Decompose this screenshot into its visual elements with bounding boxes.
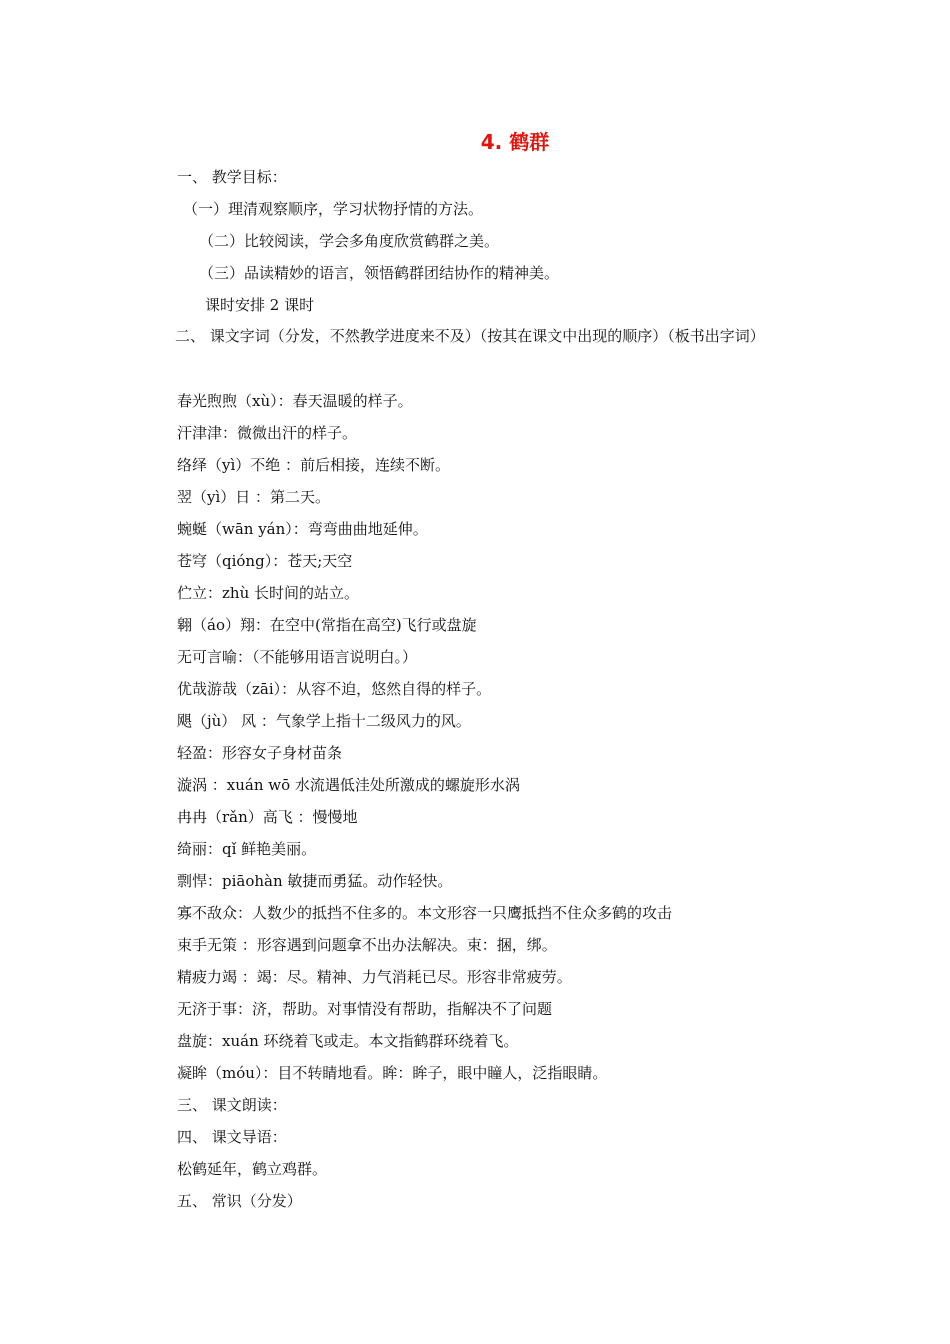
vocab-item: 汗津津：微微出汗的样子。 [177, 424, 358, 442]
vocab-item: 冉冉（rǎn）高飞 ：慢慢地 [177, 808, 358, 826]
vocab-item: 无可言喻：（不能够用语言说明白。） [177, 648, 418, 666]
vocab-item: 春光煦煦（xù）：春天温暖的样子。 [177, 392, 413, 410]
objective-3: （三）品读精妙的语言，领悟鹤群团结协作的精神美。 [199, 264, 560, 282]
vocab-item: 剽悍：piāohàn 敏捷而勇猛。动作轻快。 [177, 872, 453, 890]
vocab-item: 漩涡 ：xuán wō 水流遇低洼处所激成的螺旋形水涡 [177, 776, 520, 794]
lesson-title: 4. 鹤群 [480, 130, 550, 154]
vocab-item: 络绎（yì）不绝 ：前后相接，连续不断。 [177, 456, 451, 474]
objective-2: （二）比较阅读，学会多角度欣赏鹤群之美。 [199, 232, 500, 250]
class-schedule: 课时安排 2 课时 [205, 296, 315, 314]
vocab-item: 翌（yì）日 ：第二天。 [177, 488, 331, 506]
objective-1: （一）理清观察顺序，学习状物抒情的方法。 [183, 200, 484, 218]
vocab-item: 伫立：zhù 长时间的站立。 [177, 584, 359, 602]
section-5-heading: 五、 常识（分发） [177, 1192, 302, 1210]
section-2-heading-text: 二、 课文字词（分发，不然教学进度来不及）（按其在课文中出现的顺序）（板书出字词） [175, 327, 765, 345]
section-2-heading [145, 320, 810, 352]
vocab-item: 蜿蜒（wān yán）：弯弯曲曲地延伸。 [177, 520, 428, 538]
section-3-heading: 三、 课文朗读： [177, 1096, 287, 1114]
section-4-text: 松鹤延年，鹤立鸡群。 [177, 1160, 328, 1178]
vocab-item: 精疲力竭 ：竭：尽。精神、力气消耗已尽。形容非常疲劳。 [177, 968, 572, 986]
vocab-item: 苍穹（qióng）：苍天;天空 [177, 552, 353, 570]
vocab-item: 盘旋：xuán 环绕着飞或走。本文指鹤群环绕着飞。 [177, 1032, 519, 1050]
section-1-heading: 一、 教学目标： [177, 168, 287, 186]
vocab-item: 凝眸（móu）：目不转睛地看。眸：眸子，眼中瞳人，泛指眼睛。 [177, 1064, 608, 1082]
vocab-item: 飓（jù） 风 ：气象学上指十二级风力的风。 [177, 712, 471, 730]
section-4-heading: 四、 课文导语： [177, 1128, 287, 1146]
vocab-item: 寡不敌众：人数少的抵挡不住多的。本文形容一只鹰抵挡不住众多鹤的攻击 [177, 904, 673, 922]
vocab-item: 绮丽：qǐ 鲜艳美丽。 [177, 840, 317, 858]
vocab-item: 轻盈：形容女子身材苗条 [177, 744, 343, 762]
vocab-item: 优哉游哉（zāi）：从容不迫，悠然自得的样子。 [177, 680, 492, 698]
vocab-item: 翱（áo）翔：在空中(常指在高空)飞行或盘旋 [177, 616, 477, 634]
vocab-item: 束手无策 ：形容遇到问题拿不出办法解决。束：捆，绑。 [177, 936, 557, 954]
vocab-item: 无济于事：济，帮助。对事情没有帮助，指解决不了问题 [177, 1000, 553, 1018]
